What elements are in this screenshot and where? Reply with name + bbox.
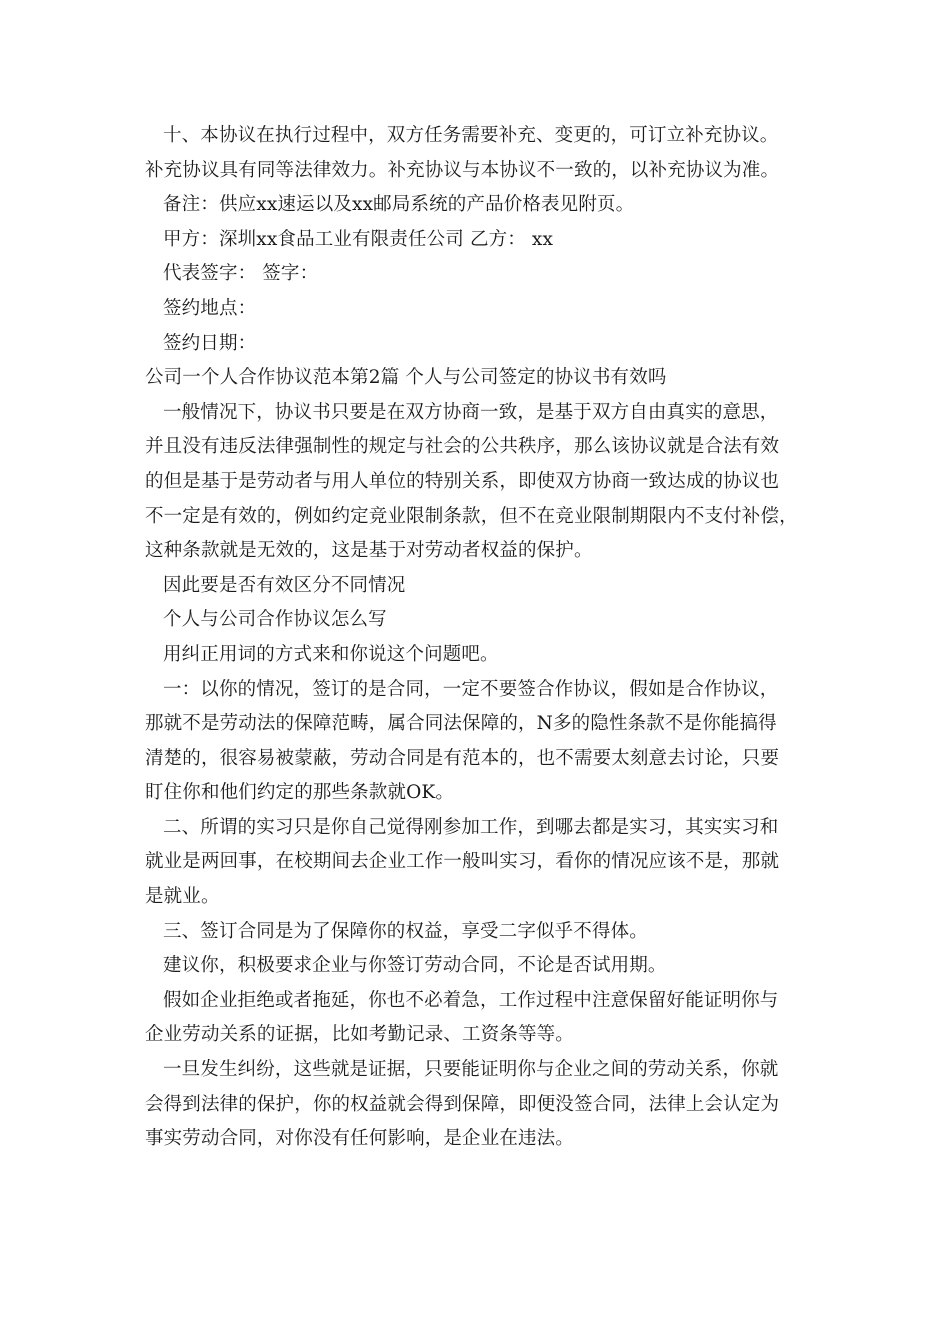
text-line: 甲方：深圳xx食品工业有限责任公司 乙方： xx [163,228,554,250]
text-line: 企业劳动关系的证据，比如考勤记录、工资条等等。 [145,1024,574,1046]
text-line: 事实劳动合同，对你没有任何影响，是企业在违法。 [145,1128,574,1150]
signature-line: 代表签字： 签字： [163,263,319,285]
signing-location-line: 签约地点： [163,297,257,319]
text-line: 补充协议具有同等法律效力。补充协议与本协议不一致的，以补充协议为准。 [145,159,780,181]
text-line: 并且没有违反法律强制性的规定与社会的公共秩序，那么该协议就是合法有效 [145,436,780,458]
text-line: 备注：供应xx速运以及xx邮局系统的产品价格表见附页。 [163,194,635,216]
text-line: 十、本协议在执行过程中，双方任务需要补充、变更的，可订立补充协议。 [163,125,779,146]
text-line: 清楚的，很容易被蒙蔽，劳动合同是有范本的，也不需要太刻意去讨论，只要 [145,747,780,769]
text-line: 那就不是劳动法的保障范畴，属合同法保障的，N多的隐性条款不是你能搞得 [145,713,777,735]
subheading-line: 个人与公司合作协议怎么写 [163,609,387,631]
text-line: 会得到法律的保护，你的权益就会得到保障，即便没签合同，法律上会认定为 [145,1093,780,1115]
text-line: 一：以你的情况，签订的是合同，一定不要签合作协议，假如是合作协议， [163,678,779,700]
text-line: 是就业。 [145,886,220,908]
document-page [145,119,811,1157]
text-line: 因此要是否有效区分不同情况 [163,574,406,596]
text-line: 盯住你和他们约定的那些条款就OK。 [145,782,455,804]
text-line: 建议你，积极要求企业与你签订劳动合同，不论是否试用期。 [163,955,667,977]
text-line: 一般情况下，协议书只要是在双方协商一致，是基于双方自由真实的意思， [163,401,779,423]
text-line: 三、签订合同是为了保障你的权益，享受二字似乎不得体。 [163,920,648,942]
text-line: 不一定是有效的，例如约定竞业限制条款，但不在竞业限制期限内不支付补偿， [145,505,798,527]
text-line: 假如企业拒绝或者拖延，你也不必着急，工作过程中注意保留好能证明你与 [163,989,779,1011]
section-heading: 公司一个人合作协议范本第2篇 个人与公司签定的协议书有效吗 [145,367,667,389]
text-line: 这种条款就是无效的，这是基于对劳动者权益的保护。 [145,540,593,562]
signing-date-line: 签约日期： [163,332,257,354]
text-line: 一旦发生纠纷，这些就是证据，只要能证明你与企业之间的劳动关系，你就 [163,1059,779,1081]
text-line: 就业是两回事，在校期间去企业工作一般叫实习，看你的情况应该不是，那就 [145,851,780,873]
text-line: 的但是基于是劳动者与用人单位的特别关系，即使双方协商一致达成的协议也 [145,470,780,492]
text-line: 用纠正用词的方式来和你说这个问题吧。 [163,643,499,665]
text-line: 二、所谓的实习只是你自己觉得刚参加工作，到哪去都是实习，其实实习和 [163,816,779,838]
